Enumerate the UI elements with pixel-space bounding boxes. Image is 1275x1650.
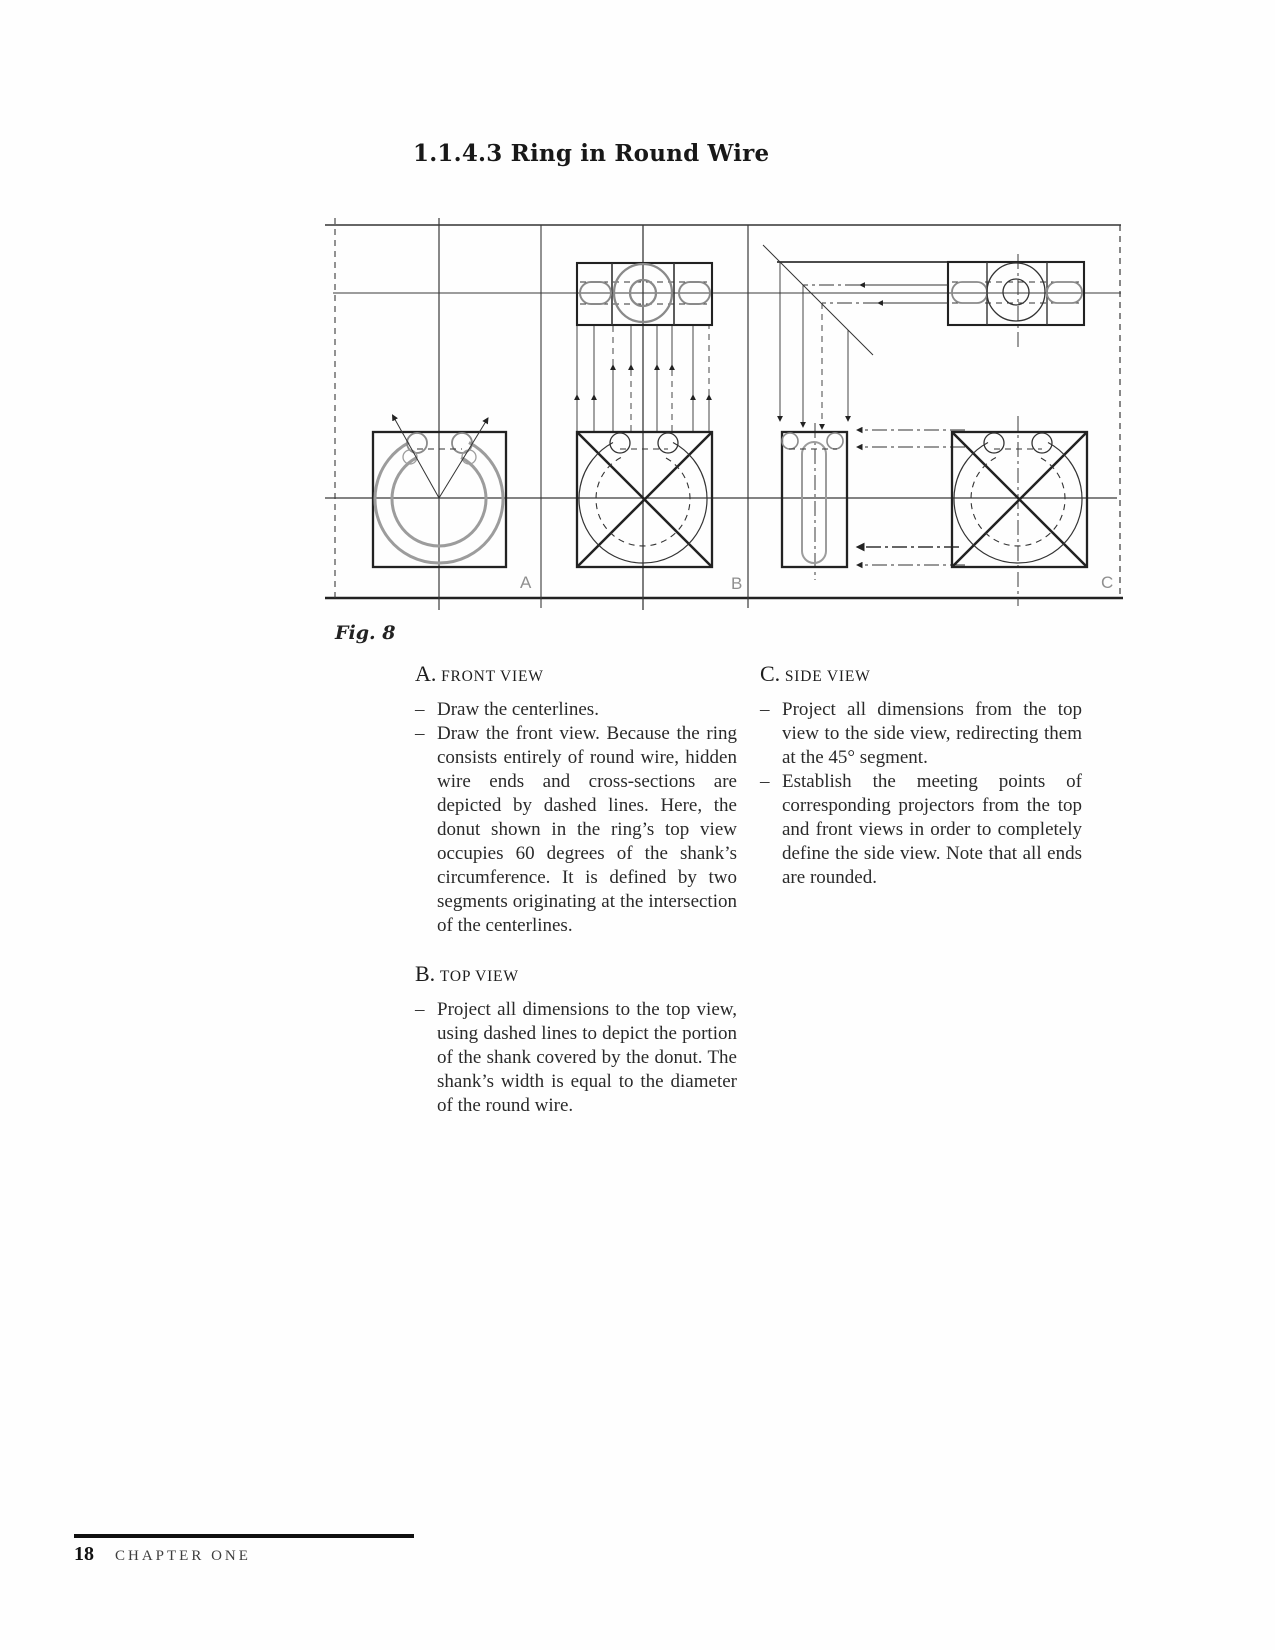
text-column-left <box>415 661 737 1118</box>
bullet-item: – Project all dimensions to the top view, using dashed lines to depict the portion of the shank covered by the donut. The shank’s width is equal to the diameter of the round wire. <box>415 998 737 1118</box>
chapter-label: CHAPTER ONE <box>115 1548 251 1564</box>
figure-drawing <box>325 218 1125 610</box>
footer-rule <box>74 1534 414 1538</box>
section-heading-b <box>415 961 737 990</box>
section-title-a: FRONT VIEW <box>441 668 544 685</box>
figure-caption: Fig. 8 <box>335 622 396 644</box>
section-title-c: SIDE VIEW <box>784 668 871 685</box>
text-column-right <box>760 661 1082 890</box>
panel-b-front-view <box>577 432 712 567</box>
bullet-list-b <box>415 998 737 1118</box>
panel-c-front-view <box>952 432 1087 567</box>
page-title: 1.1.4.3 Ring in Round Wire <box>413 140 770 167</box>
bullet-list-a <box>415 698 737 938</box>
section-side-view <box>760 661 1082 890</box>
section-top-view <box>415 961 737 1118</box>
page-number: 18 <box>74 1543 94 1565</box>
bullet-item: – Draw the centerlines. <box>415 698 737 722</box>
panel-label-a: A <box>520 573 532 592</box>
panel-b-top-view <box>577 263 712 325</box>
section-front-view <box>415 661 737 938</box>
section-letter-b: B. <box>415 961 436 986</box>
panel-label-c: C <box>1101 573 1114 592</box>
panel-label-b: B <box>731 574 743 593</box>
bullet-list-c <box>760 698 1082 890</box>
section-heading-a <box>415 661 737 690</box>
bullet-item: – Project all dimensions from the top view to the side view, redirecting them at the 45° segment. <box>760 698 1082 770</box>
section-heading-c <box>760 661 1082 690</box>
section-letter-a: A. <box>415 661 437 686</box>
bullet-item: – Establish the meeting points of corresponding projectors from the top and front views in order to completely define the side view. Note that all ends are rounded. <box>760 770 1082 890</box>
section-title-b: TOP VIEW <box>439 968 519 985</box>
bullet-item: – Draw the front view. Because the ring consists entirely of round wire, hidden wire ends and cross-sections are depicted by dashed lines. Here, the donut shown in the ring’s top view occupies 60 degrees of the shank’s circumference. It is defined by two segments originating at the intersection of the centerlines. <box>415 722 737 938</box>
orthographic-projection-diagram <box>325 218 1125 610</box>
construction-grid <box>325 218 1123 610</box>
section-letter-c: C. <box>760 661 781 686</box>
